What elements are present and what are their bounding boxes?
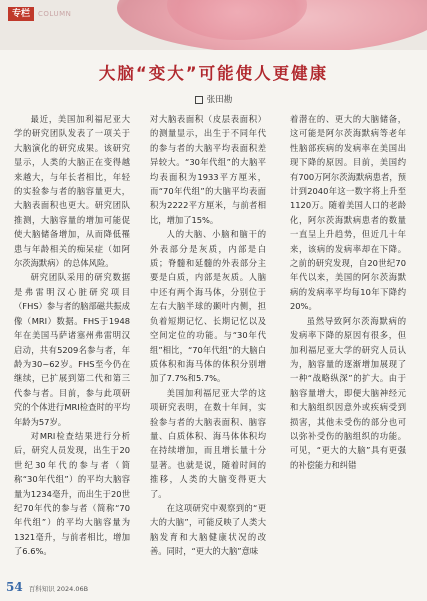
article-paragraph: 虽然导致阿尔茨海默病的发病率下降的原因有很多，但加利福尼亚大学的研究人员认为，脑容量的逐渐增加展现了一种“战略纵深”的扩大。由于脑容量增大，即便大脑神经元和大脑组织因意外或疾病受到损害，其他未受伤的部分也可以弥补受伤的脑组织的功能。可见，“更大的大脑”具有更强的补偿能力和纠错: [290, 315, 406, 470]
author-line: [0, 93, 427, 105]
text-column-2: [150, 112, 266, 570]
text-column-1: [14, 112, 130, 570]
column-tag-label: 专栏: [8, 7, 34, 21]
journal-name: 百科知识 2024.06B: [28, 585, 89, 593]
page-number: 54: [6, 580, 23, 594]
author-box-icon: [195, 96, 203, 104]
text-column-3: [290, 112, 406, 570]
page-footer: [6, 580, 88, 594]
author-name: 张田勘: [206, 95, 233, 105]
article-paragraph: 研究团队采用的研究数据是弗雷明汉心脏研究项目（FHS）参与者的脑部磁共振成像（MRI）数据。FHS于1948年在美国马萨诸塞州弗雷明汉启动，共有5209名参与者，年龄为30~62岁。FHS至今仍在继续，已扩展到第二代和第三代参与者。目前，参与此项研究的个体进行MRI检查时的平均年龄为57岁。: [14, 272, 130, 427]
article-title: 大脑“变大”可能使人更健康: [98, 64, 329, 83]
column-tag: [8, 7, 71, 21]
article-paragraph: 对大脑表面积（皮层表面积）的测量显示，出生于不同年代的参与者的大脑平均表面积差异较大。“30年代组”的大脑平均表面积为1933平方厘米，而“70年代组”的大脑平均表面积为2222平方厘米，与前者相比，增加了15%。: [150, 114, 266, 225]
column-tag-subtitle: COLUMN: [38, 10, 72, 18]
article-paragraph: 对MRI检查结果进行分析后，研究人员发现，出生于20世纪30年代的参与者（简称“30年代组”）的平均大脑容量为1234毫升，而出生于20世纪70年代的参与者（简称“70年代组”）的平均大脑容量为1321毫升，与前者相比，增加了6.6%。: [14, 430, 130, 557]
article-paragraph: 最近，美国加利福尼亚大学的研究团队发表了一项关于大脑演化的研究成果。该研究显示，人类的大脑正在变得越来越大，与年长者相比，年轻的实验参与者的脑容量更大，大脑表面积也更大。研究团队推测，大脑容量的增加可能促使大脑储备增加，从而降低罹患与年龄相关的痴呆症（如阿尔茨海默病）的总体风险。: [14, 114, 130, 269]
article-paragraph: 着潜在的、更大的大脑储备，这可能是阿尔茨海默病等老年性脑部疾病的发病率在美国出现下降的原因。目前，美国约有700万阿尔茨海默病患者，预计到2040年这一数字将上升至1120万。随着美国人口的老龄化，阿尔茨海默病患者的数量一直呈上升趋势，但近几十年来，该病的发病率却在下降。之前的研究发现，自20世纪70年代以来，美国的阿尔茨海默病的发病率平均每10年下降约20%。: [290, 114, 406, 312]
article-paragraph: 美国加利福尼亚大学的这项研究表明，在数十年间，实验参与者的大脑表面积、脑容量、白质体积、海马体体积均在持续增加，而且增长量十分显著。也就是说，随着时间的推移，人类的大脑变得更大了。: [150, 387, 266, 499]
article-paragraph: 人的大脑、小脑和脑干的外表部分是灰质，内部是白质；脊髓和延髓的外表部分主要是白质，内部是灰质。人脑中还有两个海马体，分别位于左右大脑半球的颞叶内侧，担负着短期记忆、长期记忆以及空间定位的功能。与“30年代组”相比，“70年代组”的大脑白质体积和海马体的体积分别增加了7.7%和5.7%。: [150, 229, 266, 384]
article-paragraph: 在这项研究中观察到的“更大的大脑”，可能反映了人类大脑发育和大脑健康状况的改善。同时，“更大的大脑”意味: [150, 502, 266, 557]
